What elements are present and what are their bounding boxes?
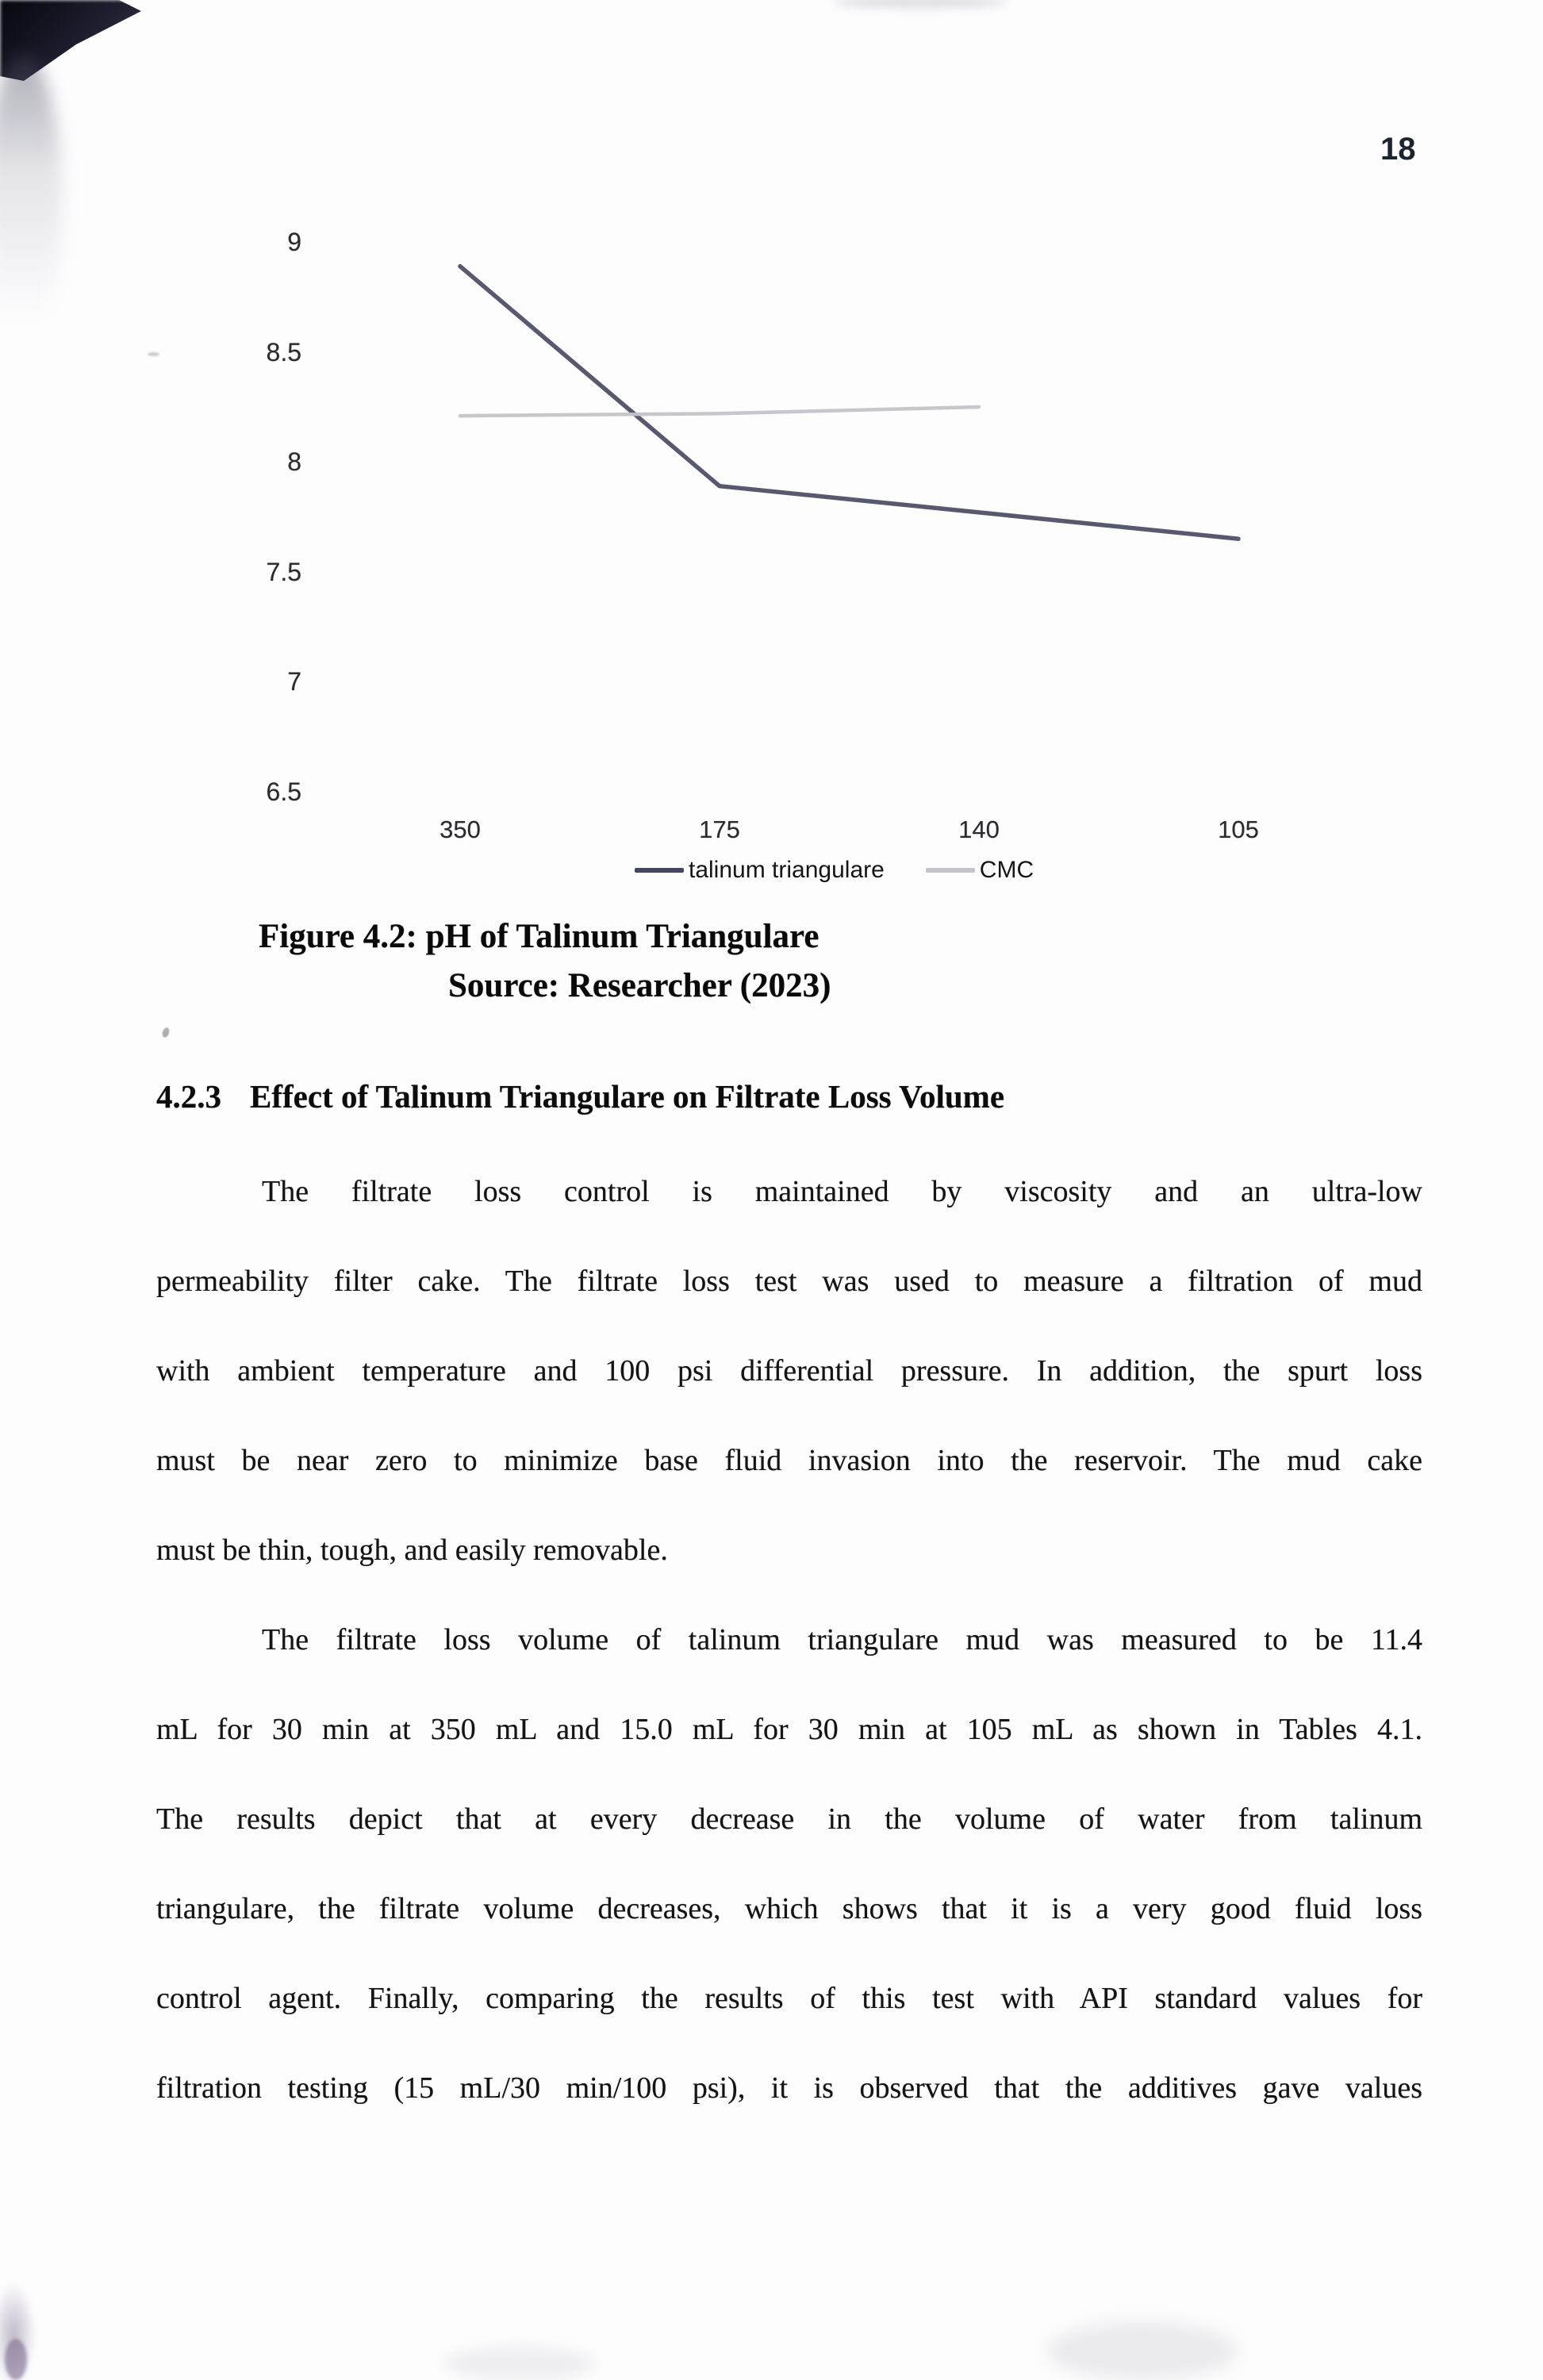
cmc-line-marker bbox=[926, 868, 975, 873]
legend-item-cmc bbox=[926, 857, 1034, 884]
figure-caption-source: Source: Researcher (2023) bbox=[448, 967, 831, 1004]
body-line: The filtrate loss control is maintained by viscosity and an ultra-low bbox=[262, 1175, 1422, 1208]
y-axis-tick-label: 9 bbox=[287, 228, 301, 256]
body-line: triangulare, the filtrate volume decreases, which shows that it is a very good fluid loss bbox=[156, 1892, 1422, 1925]
legend-label-cmc: CMC bbox=[979, 857, 1034, 883]
scan-bottom-left-mark bbox=[5, 2339, 27, 2380]
body-line: permeability filter cake. The filtrate loss test was used to measure a filtration of mud bbox=[156, 1265, 1422, 1298]
body-line: The results depict that at every decrease in the volume of water from talinum bbox=[156, 1802, 1422, 1836]
scan-bottom-smudge bbox=[1047, 2321, 1238, 2380]
body-line: filtration testing (15 mL/30 min/100 psi), it is observed that the additives gave values bbox=[156, 2071, 1422, 2105]
section-title: Effect of Talinum Triangulare on Filtrate Loss Volume bbox=[250, 1078, 1005, 1115]
figure-caption: Figure 4.2: pH of Talinum Triangulare bbox=[259, 918, 819, 955]
body-line: with ambient temperature and 100 psi differential pressure. In addition, the spurt loss bbox=[156, 1354, 1422, 1388]
legend-item-talinum bbox=[635, 857, 885, 884]
y-axis-tick-label: 7.5 bbox=[266, 557, 301, 586]
y-axis-tick-label: 7 bbox=[287, 667, 301, 696]
legend-label-talinum: talinum triangulare bbox=[689, 857, 885, 883]
body-line: must be thin, tough, and easily removable. bbox=[156, 1534, 668, 1567]
body-line: control agent. Finally, comparing the results of this test with API standard values for bbox=[156, 1982, 1422, 2015]
section-number: 4.2.3 bbox=[156, 1078, 221, 1115]
y-axis-tick-label: 6.5 bbox=[266, 777, 301, 806]
scan-bottom-smudge bbox=[444, 2347, 595, 2380]
body-line: The filtrate loss volume of talinum triangulare mud was measured to be 11.4 bbox=[262, 1623, 1422, 1656]
series-line-CMC bbox=[460, 407, 979, 416]
scan-speck bbox=[161, 1027, 171, 1038]
chart-legend bbox=[635, 857, 1034, 884]
x-axis-tick-label: 175 bbox=[699, 816, 740, 843]
y-axis-tick-label: 8.5 bbox=[266, 337, 301, 367]
body-line: must be near zero to minimize base fluid invasion into the reservoir. The mud cake bbox=[156, 1444, 1422, 1477]
talinum-line-marker bbox=[635, 868, 684, 873]
section-heading bbox=[156, 1077, 1004, 1115]
x-axis-tick-label: 105 bbox=[1218, 816, 1259, 843]
body-line: mL for 30 min at 350 mL and 15.0 mL for 30 min at 105 mL as shown in Tables 4.1. bbox=[156, 1713, 1422, 1746]
ph-line-chart bbox=[0, 0, 1543, 952]
y-axis-tick-label: 8 bbox=[287, 447, 301, 476]
series-line-talinum-triangulare bbox=[460, 267, 1238, 539]
page-number: 18 bbox=[1380, 132, 1416, 167]
x-axis-tick-label: 140 bbox=[958, 816, 1000, 843]
x-axis-tick-label: 350 bbox=[439, 816, 481, 843]
